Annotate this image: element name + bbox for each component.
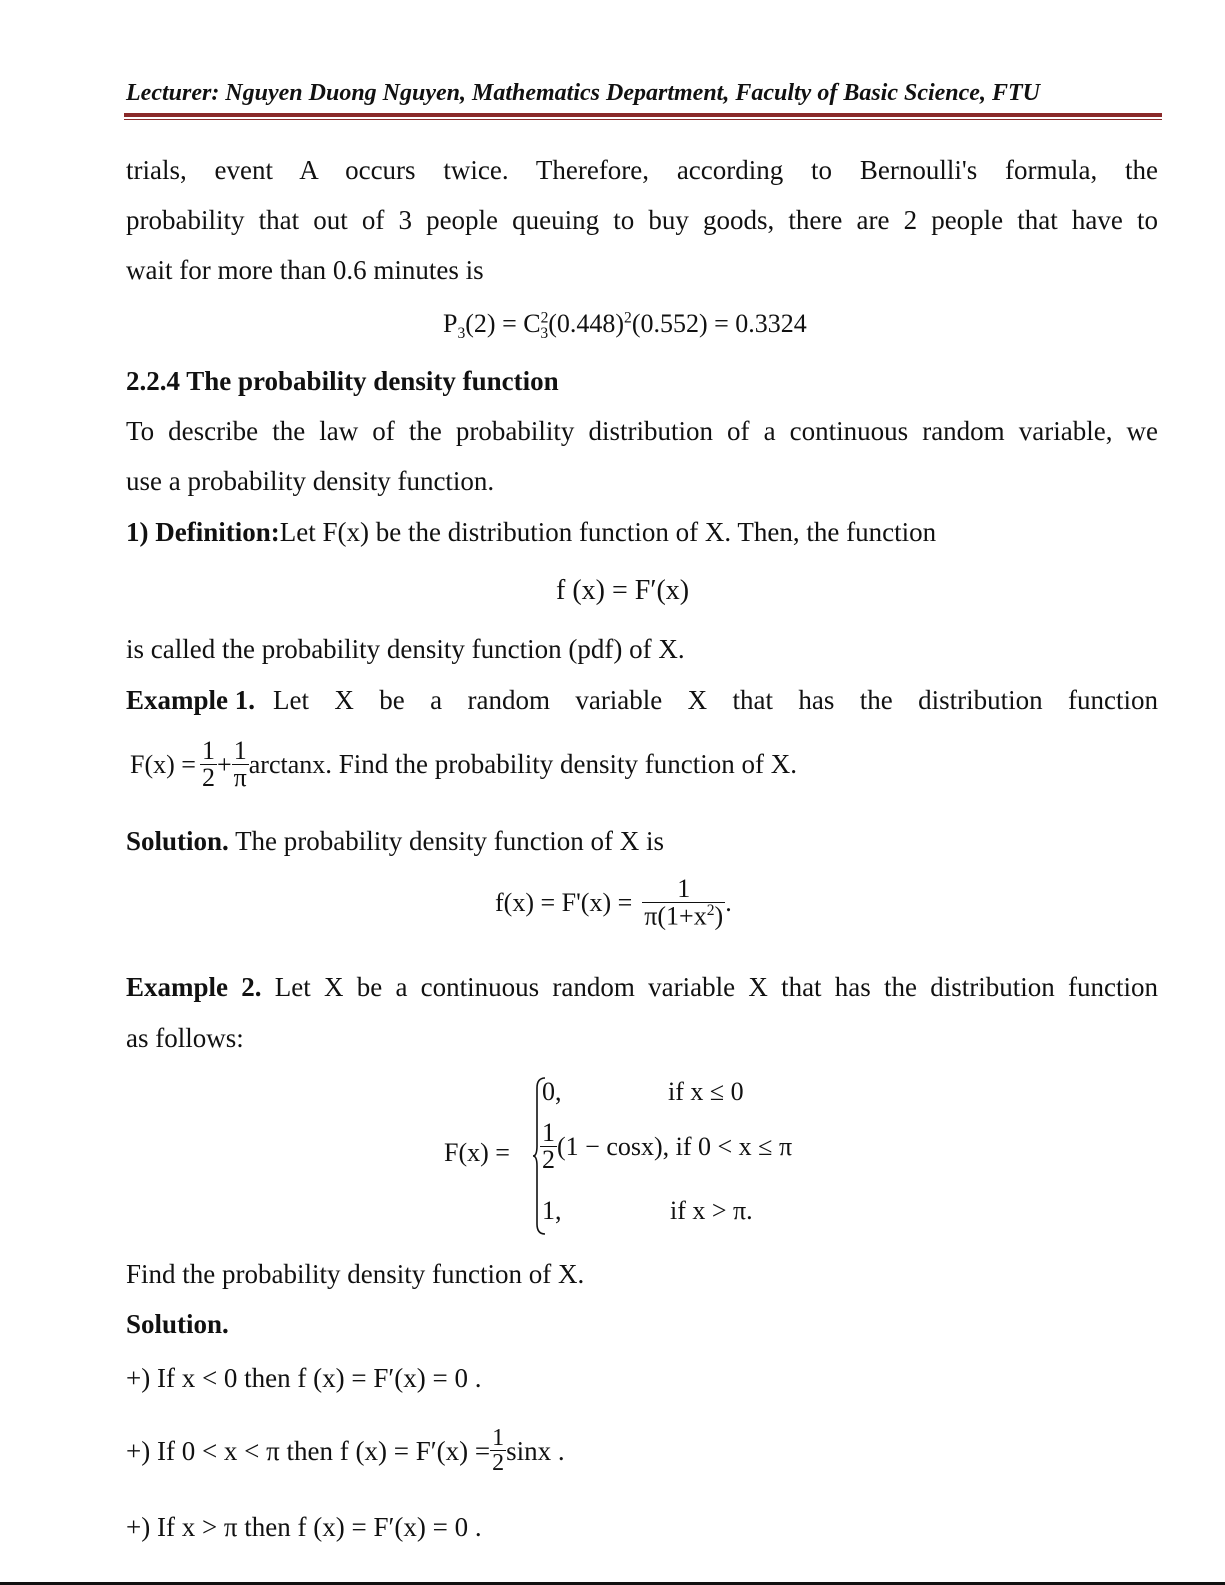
example2-line1: Example 2. Let X be a continuous random variable X that has the distribution function <box>126 972 1158 1002</box>
definition-label: 1) Definition: <box>126 517 280 547</box>
section-title: 2.2.4 The probability density function <box>126 366 559 396</box>
solution2-label: Solution. <box>126 1309 229 1339</box>
solution2-case2: +) If 0 < x < π then f (x) = F′(x) = $\frac{1}{2}$ sinx . <box>126 1425 565 1476</box>
solution2-case3: +) If x > π then f (x) = F′(x) = 0 . <box>126 1512 482 1542</box>
para1-line1: trials, event A occurs twice. Therefore, according to Bernoulli's formula, the <box>126 155 1158 185</box>
solution1-label: Solution. <box>126 826 229 856</box>
definition-line: 1) Definition:Let F(x) be the distribution function of X. Then, the function <box>126 517 937 547</box>
page-header: Lecturer: Nguyen Duong Nguyen, Mathematics Department, Faculty of Basic Science, FTU <box>126 80 1040 106</box>
header-rule-thin <box>124 119 1162 120</box>
case2: $\frac{1}{2}$ (1 − cosx), if 0 < x ≤ π <box>542 1118 793 1174</box>
example1-text: Let X be a random variable X that has the distribution function <box>273 685 1158 715</box>
example1-label: Example 1. <box>126 685 256 715</box>
para1-line3: wait for more than 0.6 minutes is <box>126 255 484 285</box>
definition-formula: f (x) = F′(x) <box>556 575 690 606</box>
header-rule-thick <box>124 113 1162 117</box>
case1-value: 0, <box>542 1077 562 1106</box>
intro-line2: use a probability density function. <box>126 466 495 496</box>
case3-value: 1, <box>542 1196 562 1225</box>
solution2-case1: +) If x < 0 then f (x) = F′(x) = 0 . <box>126 1363 482 1393</box>
definition-after: is called the probability density function (pdf) of X. <box>126 634 685 664</box>
example2-question: Find the probability density function of X. <box>126 1259 585 1289</box>
example2-line2: as follows: <box>126 1023 244 1053</box>
example1-function: F(x) = $\frac{1}{2}$ + $\frac{1}{\pi}$ arctanx . Find the probability density function of X. <box>130 736 797 792</box>
case1-condition: if x ≤ 0 <box>668 1077 744 1106</box>
solution1-line: Solution. The probability density function of X is <box>126 826 664 856</box>
piecewise-lhs: F(x) = <box>444 1138 510 1167</box>
example1-line1 <box>126 684 1158 716</box>
bernoulli-formula: $P_3(2) = C^2_3(0.448)^2(0.552) = 0.3324$ <box>443 309 807 343</box>
pdf-formula: f(x) = F'(x) = $\frac{1}{\pi(1+x^2)}$ . <box>495 874 732 931</box>
example2-label: Example 2. <box>126 972 262 1002</box>
intro-line1: To describe the law of the probability distribution of a continuous random variable, we <box>126 416 1158 446</box>
case3-condition: if x > π. <box>670 1196 753 1225</box>
para1-line2: probability that out of 3 people queuing to buy goods, there are 2 people that have to <box>126 205 1158 235</box>
